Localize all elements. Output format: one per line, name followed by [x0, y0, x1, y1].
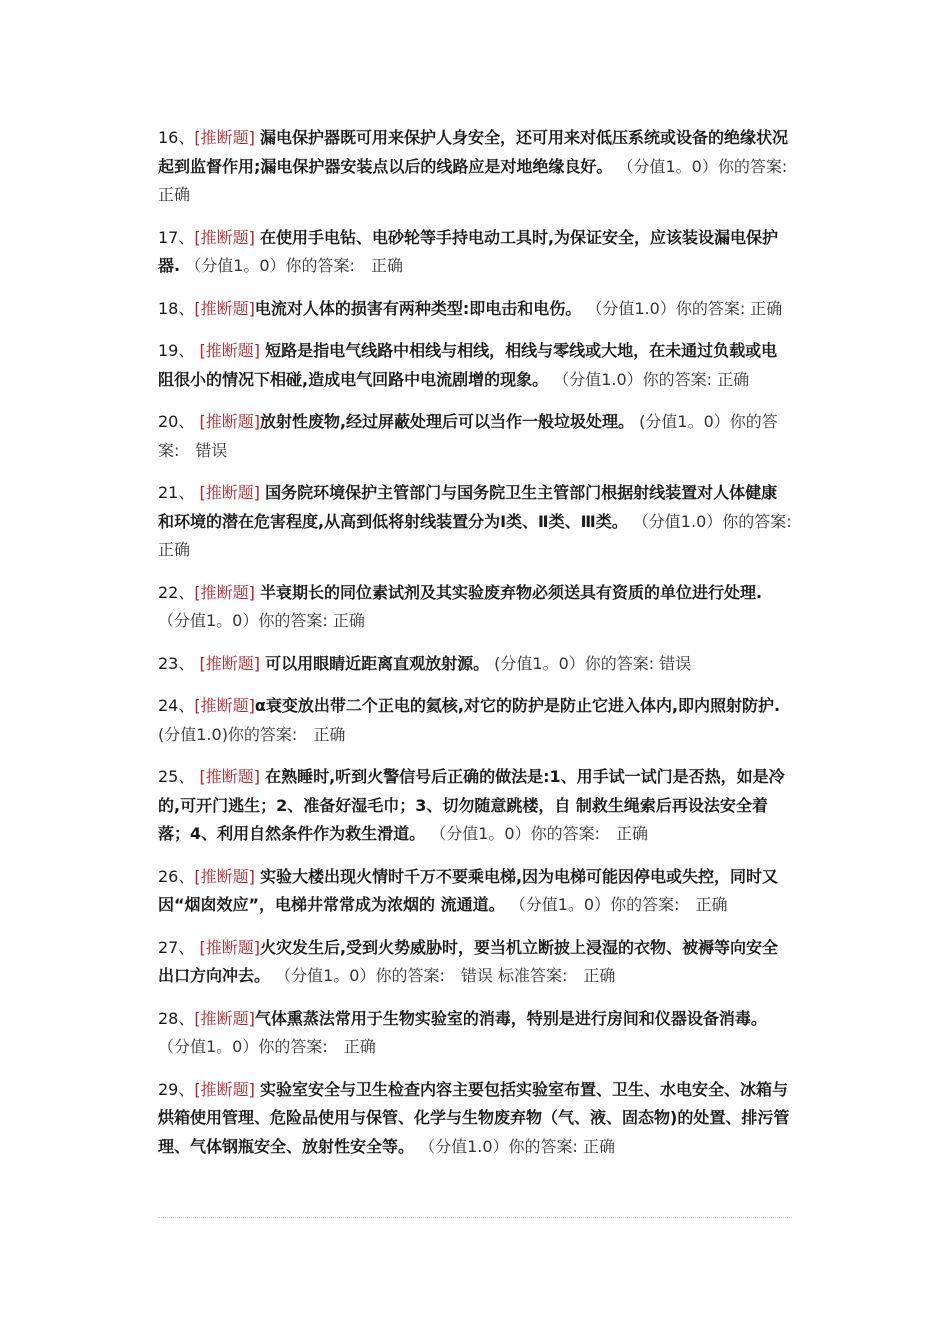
- question-type: [推断题]: [194, 128, 255, 147]
- question-25: [158, 763, 792, 849]
- question-type: [推断题]: [199, 937, 260, 957]
- question-26: [158, 863, 792, 920]
- question-number: 27、: [158, 937, 195, 957]
- question-29: [158, 1076, 792, 1162]
- question-17: [158, 224, 792, 281]
- question-answer: （分值1。0）你的答案: 正确: [158, 156, 788, 204]
- question-answer: (分值1。0）你的答案: 错误: [158, 412, 778, 460]
- question-text: 实验大楼出现火情时千万不要乘电梯,因为电梯可能因停电或失控，同时又因“烟囱效应”，电梯井常常成为浓烟的 流通道。: [158, 866, 779, 914]
- question-type: [推断题]: [194, 298, 255, 318]
- question-type: [推断题]: [194, 1008, 255, 1028]
- question-answer: （分值1。0）你的答案: 正确: [185, 256, 403, 275]
- question-number: 25、: [158, 767, 195, 786]
- question-answer: （分值1。0）你的答案: 正确: [158, 1037, 376, 1056]
- question-type: [推断题]: [199, 412, 260, 431]
- question-answer: （分值1.0）你的答案: 正确: [419, 1136, 616, 1156]
- question-text: α衰变放出带二个正电的氦核,对它的防护是防止它进入体内,即内照射防护.: [254, 696, 781, 715]
- question-text: 漏电保护器既可用来保护人身安全，还可用来对低压系统或设备的绝缘状况起到监督作用;漏电保护器安装点以后的线路应是对地绝缘良好。: [158, 128, 788, 176]
- question-19: [158, 337, 792, 394]
- question-text: 气体熏蒸法常用于生物实验室的消毒，特别是进行房间和仪器设备消毒。: [254, 1008, 767, 1028]
- question-number: 18、: [158, 298, 195, 318]
- question-number: 23、: [158, 653, 195, 673]
- question-27: [158, 934, 792, 991]
- question-21: [158, 479, 808, 565]
- question-answer: (分值1.0)你的答案: 正确: [158, 724, 346, 744]
- question-type: [推断题]: [199, 341, 260, 360]
- question-type: [推断题]: [194, 1079, 255, 1099]
- question-number: 17、: [158, 227, 195, 247]
- question-list: [158, 124, 808, 1175]
- question-number: 29、: [158, 1079, 195, 1099]
- question-type: [推断题]: [199, 653, 260, 673]
- question-answer: （分值1。0）你的答案: 正确: [158, 611, 365, 630]
- question-text: 电流对人体的损害有两种类型:即电击和电伤。: [254, 298, 582, 318]
- question-number: 20、: [158, 412, 195, 431]
- question-type: [推断题]: [194, 582, 255, 602]
- question-type: [推断题]: [194, 696, 255, 715]
- question-18: [158, 295, 792, 324]
- question-text: 在熟睡时,听到火警信号后正确的做法是:1、用手试一试门是否热，如是冷的,可开门逃生；2、准备好湿毛巾；3、切勿随意跳楼，自 制救生绳索后再设法安全着落；4、利用自然条件作为救生滑道。: [158, 767, 785, 843]
- question-answer: （分值1.0）你的答案: 正确: [158, 511, 808, 559]
- question-number: 26、: [158, 866, 195, 886]
- question-text: 火灾发生后,受到火势威胁时，要当机立断披上浸湿的衣物、被褥等向安全出口方向冲去。: [158, 937, 779, 985]
- question-answer: （分值1.0）你的答案: 正确: [586, 298, 783, 318]
- question-answer: （分值1。0）你的答案: 错误 标准答案: 正确: [275, 966, 616, 985]
- question-number: 19、: [158, 341, 195, 360]
- question-24: [158, 692, 792, 749]
- question-22: [158, 579, 792, 636]
- question-type: [推断题]: [194, 227, 255, 247]
- question-number: 24、: [158, 696, 195, 715]
- question-text: 实验室安全与卫生检查内容主要包括实验室布置、卫生、水电安全、冰箱与烘箱使用管理、危险品使用与保管、化学与生物废弃物（气、液、固态物)的处置、排污管理、气体钢瓶安全、放射性安全等。: [158, 1079, 790, 1156]
- question-20: [158, 408, 792, 465]
- question-number: 28、: [158, 1008, 195, 1028]
- question-type: [推断题]: [199, 483, 260, 502]
- question-number: 22、: [158, 582, 195, 602]
- question-text: 可以用眼睛近距离直观放射源。: [265, 653, 490, 673]
- question-text: 短路是指电气线路中相线与相线，相线与零线或大地，在未通过负载或电阻很小的情况下相碰,造成电气回路中电流剧增的现象。: [158, 341, 778, 389]
- question-text: 国务院环境保护主管部门与国务院卫生主管部门根据射线装置对人体健康和环境的潜在危害程度,从高到低将射线装置分为Ⅰ类、Ⅱ类、Ⅲ类。: [158, 483, 778, 531]
- question-16: [158, 124, 792, 210]
- question-text: 在使用手电钻、电砂轮等手持电动工具时,为保证安全，应该装设漏电保护器.: [158, 227, 779, 275]
- bottom-divider: [158, 1217, 792, 1218]
- question-number: 16、: [158, 128, 195, 147]
- question-type: [推断题]: [199, 767, 260, 786]
- question-text: 放射性废物,经过屏蔽处理后可以当作一般垃圾处理。: [259, 412, 635, 431]
- question-answer: （分值1。0）你的答案: 正确: [430, 824, 648, 843]
- question-28: [158, 1005, 792, 1062]
- question-answer: （分值1。0）你的答案: 正确: [509, 895, 728, 914]
- question-text: 半衰期长的同位素试剂及其实验废弃物必须送具有资质的单位进行处理.: [259, 582, 763, 602]
- question-answer: （分值1.0）你的答案: 正确: [553, 369, 750, 389]
- question-type: [推断题]: [194, 866, 255, 886]
- question-number: 21、: [158, 483, 195, 502]
- question-23: [158, 650, 792, 679]
- question-answer: (分值1。0）你的答案: 错误: [494, 653, 692, 673]
